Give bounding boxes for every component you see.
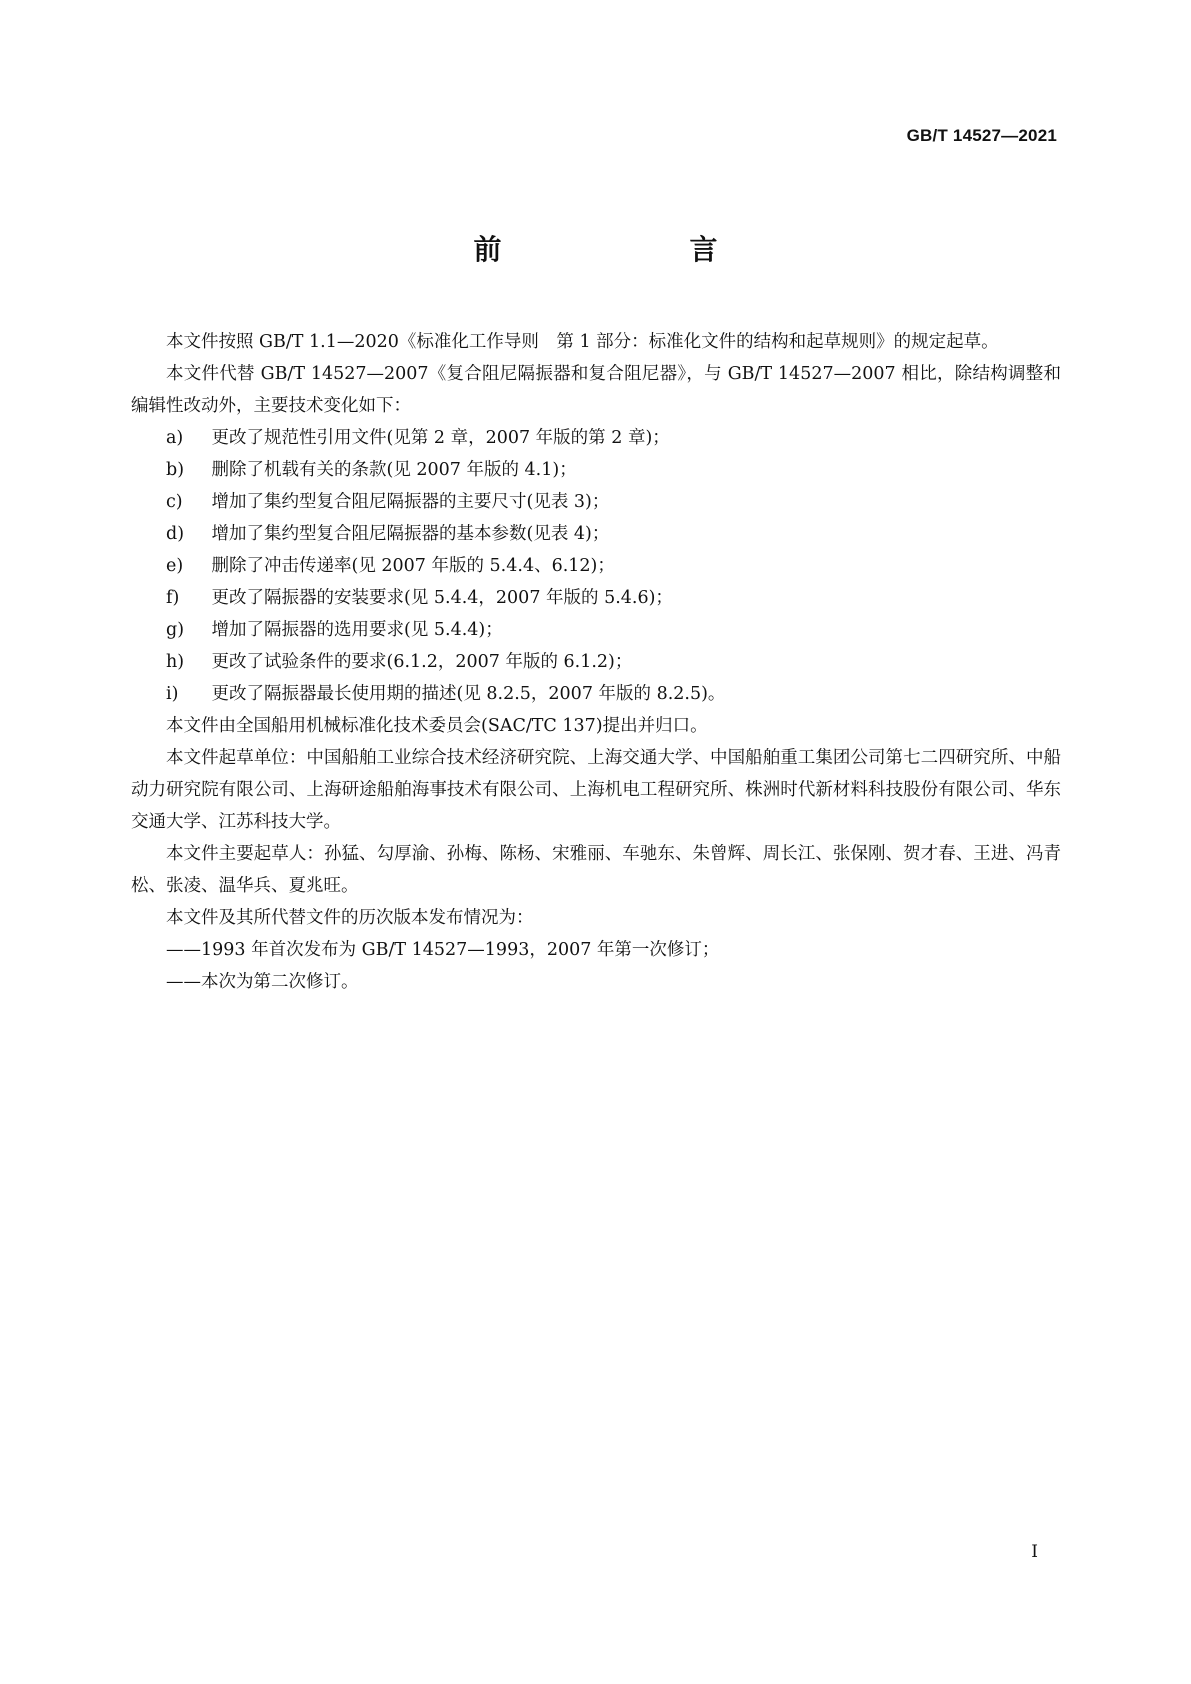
list-text: 删除了冲击传递率(见 2007 年版的 5.4.4、6.12)； (211, 556, 615, 576)
list-item (131, 646, 1061, 678)
list-text: 删除了机载有关的条款(见 2007 年版的 4.1)； (211, 460, 577, 480)
document-body (131, 326, 1061, 998)
list-text: 更改了隔振器的安装要求(见 5.4.4，2007 年版的 5.4.6)； (211, 588, 673, 608)
paragraph-history-intro: 本文件及其所代替文件的历次版本发布情况为： (166, 908, 534, 928)
list-marker: i) (166, 684, 179, 704)
list-text: 更改了试验条件的要求(6.1.2，2007 年版的 6.1.2)； (211, 652, 633, 672)
list-marker: e) (166, 556, 184, 576)
list-item (131, 486, 1061, 518)
list-text: 增加了集约型复合阻尼隔振器的主要尺寸(见表 3)； (211, 492, 610, 512)
list-marker: a) (166, 428, 184, 448)
changes-list (131, 422, 1061, 710)
history-item: ——本次为第二次修订。 (166, 972, 359, 992)
paragraph-replacement: 本文件代替 GB/T 14527—2007《复合阻尼隔振器和复合阻尼器》，与 GB/T 14527—2007 相比，除结构调整和编辑性改动外，主要技术变化如下： (131, 364, 1061, 416)
standard-code: GB/T 14527—2021 (906, 126, 1057, 145)
list-item (131, 422, 1061, 454)
paragraph-drafters: 本文件主要起草人：孙猛、勾厚渝、孙梅、陈杨、宋雅丽、车驰东、朱曾辉、周长江、张保刚、贺才春、王进、冯青松、张凌、温华兵、夏兆旺。 (131, 844, 1061, 896)
list-marker: f) (166, 588, 180, 608)
paragraph-proposer: 本文件由全国船用机械标准化技术委员会(SAC/TC 137)提出并归口。 (166, 716, 708, 736)
list-item (131, 454, 1061, 486)
list-marker: d) (166, 524, 185, 544)
paragraph-drafting-basis: 本文件按照 GB/T 1.1—2020《标准化工作导则 第 1 部分：标准化文件的结构和起草规则》的规定起草。 (166, 332, 999, 352)
list-item (131, 550, 1061, 582)
page-number: I (1031, 1542, 1038, 1562)
paragraph-drafting-units: 本文件起草单位：中国船舶工业综合技术经济研究院、上海交通大学、中国船舶重工集团公司第七二四研究所、中船动力研究院有限公司、上海研途船舶海事技术有限公司、上海机电工程研究所、株洲时代新材料科技股份有限公司、华东交通大学、江苏科技大学。 (131, 748, 1061, 832)
list-marker: g) (166, 620, 185, 640)
list-text: 更改了隔振器最长使用期的描述(见 8.2.5，2007 年版的 8.2.5)。 (211, 684, 726, 704)
list-item (131, 582, 1061, 614)
list-text: 增加了隔振器的选用要求(见 5.4.4)； (211, 620, 503, 640)
history-item: ——1993 年首次发布为 GB/T 14527—1993，2007 年第一次修订； (166, 940, 720, 960)
list-text: 更改了规范性引用文件(见第 2 章，2007 年版的第 2 章)； (211, 428, 670, 448)
list-item (131, 518, 1061, 550)
history-list (131, 934, 1061, 998)
list-item (131, 678, 1061, 710)
list-item (131, 614, 1061, 646)
list-text: 增加了集约型复合阻尼隔振器的基本参数(见表 4)； (211, 524, 610, 544)
list-marker: h) (166, 652, 185, 672)
list-marker: b) (166, 460, 185, 480)
list-marker: c) (166, 492, 183, 512)
page-title: 前 言 (473, 233, 762, 266)
